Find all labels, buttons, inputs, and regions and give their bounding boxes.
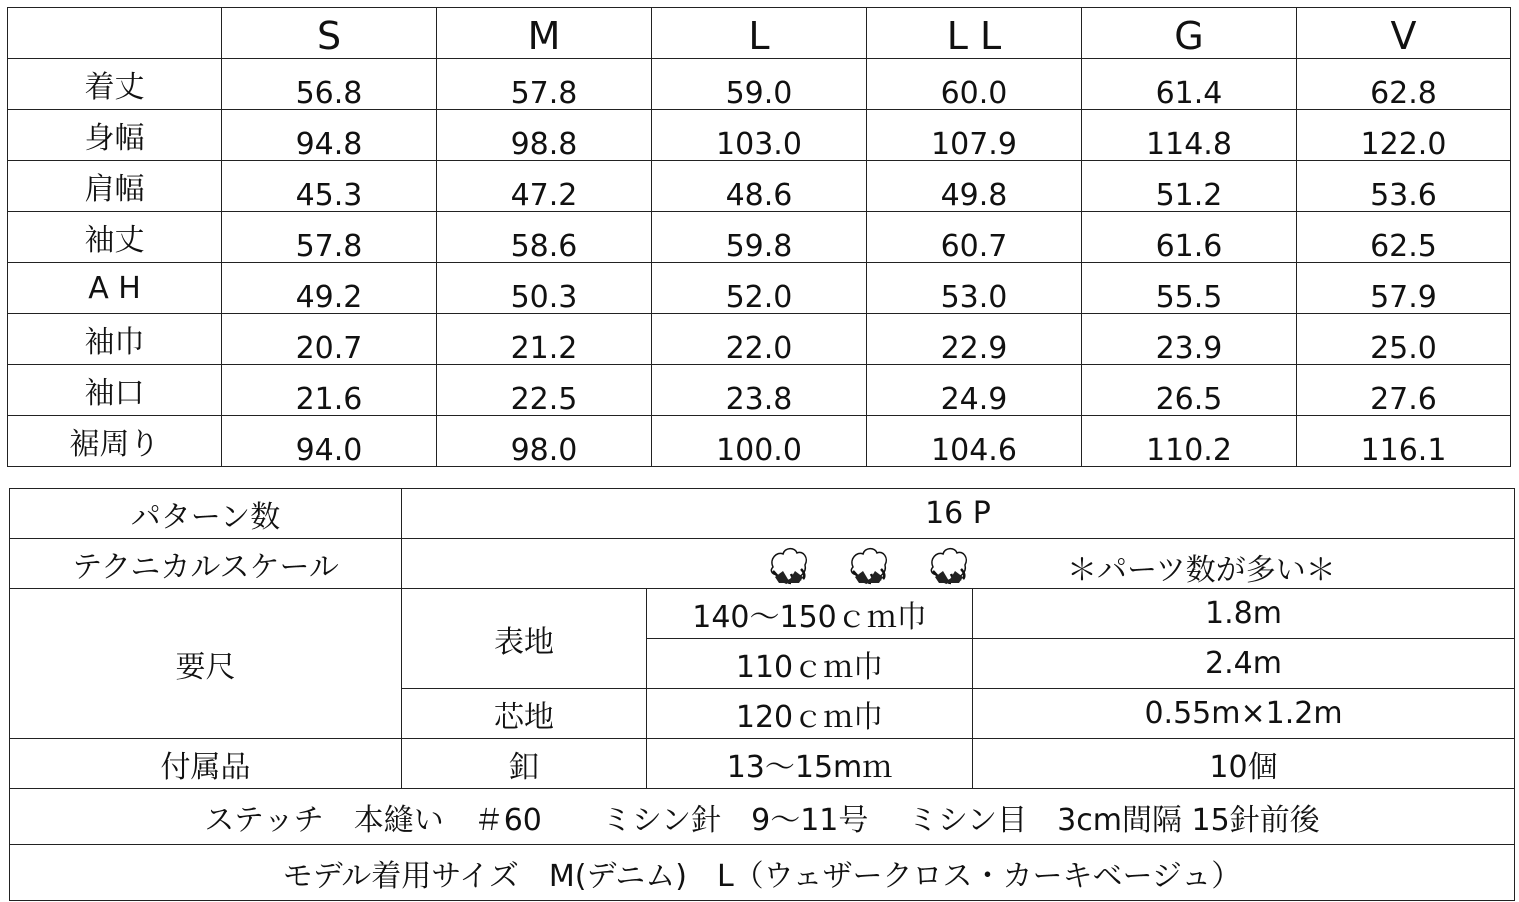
row-label: A H bbox=[8, 263, 222, 314]
measurement-cell: 20.7 bbox=[222, 314, 437, 365]
cotton-icon bbox=[927, 543, 971, 587]
measurement-cell: 60.7 bbox=[867, 212, 1082, 263]
measurement-cell: 107.9 bbox=[867, 110, 1082, 161]
row-label: 着丈 bbox=[8, 59, 222, 110]
table-row bbox=[8, 263, 1511, 314]
measurement-cell: 59.0 bbox=[652, 59, 867, 110]
measurement-cell: 114.8 bbox=[1082, 110, 1297, 161]
pattern-row bbox=[10, 489, 1515, 539]
model-row bbox=[10, 845, 1515, 901]
size-header: L L bbox=[867, 8, 1082, 59]
measurement-cell: 61.6 bbox=[1082, 212, 1297, 263]
row-label: 袖巾 bbox=[8, 314, 222, 365]
yardage-label: 要尺 bbox=[10, 589, 402, 739]
measurement-cell: 98.0 bbox=[437, 416, 652, 467]
measurement-cell: 21.6 bbox=[222, 365, 437, 416]
measurement-cell: 94.0 bbox=[222, 416, 437, 467]
size-header: S bbox=[222, 8, 437, 59]
measurement-cell: 122.0 bbox=[1297, 110, 1511, 161]
interfacing-label: 芯地 bbox=[402, 689, 647, 739]
measurement-cell: 49.2 bbox=[222, 263, 437, 314]
measurement-cell: 26.5 bbox=[1082, 365, 1297, 416]
row-label: 袖口 bbox=[8, 365, 222, 416]
measurement-cell: 50.3 bbox=[437, 263, 652, 314]
table-row bbox=[8, 212, 1511, 263]
measurement-cell: 94.8 bbox=[222, 110, 437, 161]
measurement-cell: 22.0 bbox=[652, 314, 867, 365]
row-label: 裾周り bbox=[8, 416, 222, 467]
table-row bbox=[8, 416, 1511, 467]
fabric-width: 140〜150ｃｍ巾 bbox=[647, 589, 973, 639]
measurement-cell: 55.5 bbox=[1082, 263, 1297, 314]
measurement-cell: 45.3 bbox=[222, 161, 437, 212]
measurement-cell: 24.9 bbox=[867, 365, 1082, 416]
measurement-cell: 52.0 bbox=[652, 263, 867, 314]
row-label: 袖丈 bbox=[8, 212, 222, 263]
notions-item: 釦 bbox=[402, 739, 647, 789]
table-row bbox=[8, 365, 1511, 416]
measurement-cell: 48.6 bbox=[652, 161, 867, 212]
measurement-cell: 57.9 bbox=[1297, 263, 1511, 314]
fabric-amount: 2.4m bbox=[973, 639, 1515, 689]
measurement-cell: 57.8 bbox=[437, 59, 652, 110]
interfacing-width: 120ｃｍ巾 bbox=[647, 689, 973, 739]
measurement-cell: 23.8 bbox=[652, 365, 867, 416]
pattern-value: 16 P bbox=[402, 489, 1515, 539]
measurement-cell: 47.2 bbox=[437, 161, 652, 212]
measurement-cell: 61.4 bbox=[1082, 59, 1297, 110]
row-label: 肩幅 bbox=[8, 161, 222, 212]
size-header: V bbox=[1297, 8, 1511, 59]
measurement-cell: 62.8 bbox=[1297, 59, 1511, 110]
size-header-row bbox=[8, 8, 1511, 59]
notions-size: 13〜15mｍ bbox=[647, 739, 973, 789]
measurement-cell: 62.5 bbox=[1297, 212, 1511, 263]
measurement-cell: 51.2 bbox=[1082, 161, 1297, 212]
table-row bbox=[8, 161, 1511, 212]
cotton-icon bbox=[847, 543, 891, 587]
size-header: L bbox=[652, 8, 867, 59]
measurement-cell: 116.1 bbox=[1297, 416, 1511, 467]
stitch-info: ステッチ 本縫い ＃60 ミシン針 9〜11号 ミシン目 3cm間隔 15針前後 bbox=[10, 789, 1515, 845]
measurement-cell: 56.8 bbox=[222, 59, 437, 110]
measurement-cell: 21.2 bbox=[437, 314, 652, 365]
technical-scale-label: テクニカルスケール bbox=[10, 539, 402, 589]
corner-cell bbox=[8, 8, 222, 59]
technical-scale-note: ＊パーツ数が多い＊ bbox=[1067, 553, 1336, 588]
size-header: G bbox=[1082, 8, 1297, 59]
measurement-cell: 22.5 bbox=[437, 365, 652, 416]
measurement-cell: 103.0 bbox=[652, 110, 867, 161]
cotton-icon bbox=[767, 543, 811, 587]
measurement-cell: 59.8 bbox=[652, 212, 867, 263]
notions-label: 付属品 bbox=[10, 739, 402, 789]
technical-scale-row bbox=[10, 539, 1515, 589]
measurement-cell: 27.6 bbox=[1297, 365, 1511, 416]
measurement-cell: 25.0 bbox=[1297, 314, 1511, 365]
row-label: 身幅 bbox=[8, 110, 222, 161]
notions-row bbox=[10, 739, 1515, 789]
table-row bbox=[8, 110, 1511, 161]
measurement-cell: 110.2 bbox=[1082, 416, 1297, 467]
measurement-cell: 100.0 bbox=[652, 416, 867, 467]
interfacing-amount: 0.55m×1.2m bbox=[973, 689, 1515, 739]
size-table bbox=[7, 7, 1511, 467]
measurement-cell: 104.6 bbox=[867, 416, 1082, 467]
stitch-row bbox=[10, 789, 1515, 845]
measurement-cell: 60.0 bbox=[867, 59, 1082, 110]
measurement-cell: 22.9 bbox=[867, 314, 1082, 365]
technical-scale-cell bbox=[402, 539, 1515, 589]
measurement-cell: 98.8 bbox=[437, 110, 652, 161]
yardage-row bbox=[10, 589, 1515, 639]
spec-table bbox=[9, 488, 1515, 901]
fabric-width: 110ｃｍ巾 bbox=[647, 639, 973, 689]
measurement-cell: 49.8 bbox=[867, 161, 1082, 212]
measurement-cell: 57.8 bbox=[222, 212, 437, 263]
pattern-label: パターン数 bbox=[10, 489, 402, 539]
measurement-cell: 58.6 bbox=[437, 212, 652, 263]
table-row bbox=[8, 59, 1511, 110]
size-header: M bbox=[437, 8, 652, 59]
measurement-cell: 23.9 bbox=[1082, 314, 1297, 365]
table-row bbox=[8, 314, 1511, 365]
measurement-cell: 53.6 bbox=[1297, 161, 1511, 212]
model-size-info: モデル着用サイズ M(デニム) L（ウェザークロス・カーキベージュ） bbox=[10, 845, 1515, 901]
outer-fabric-label: 表地 bbox=[402, 589, 647, 689]
notions-qty: 10個 bbox=[973, 739, 1515, 789]
measurement-cell: 53.0 bbox=[867, 263, 1082, 314]
fabric-amount: 1.8m bbox=[973, 589, 1515, 639]
